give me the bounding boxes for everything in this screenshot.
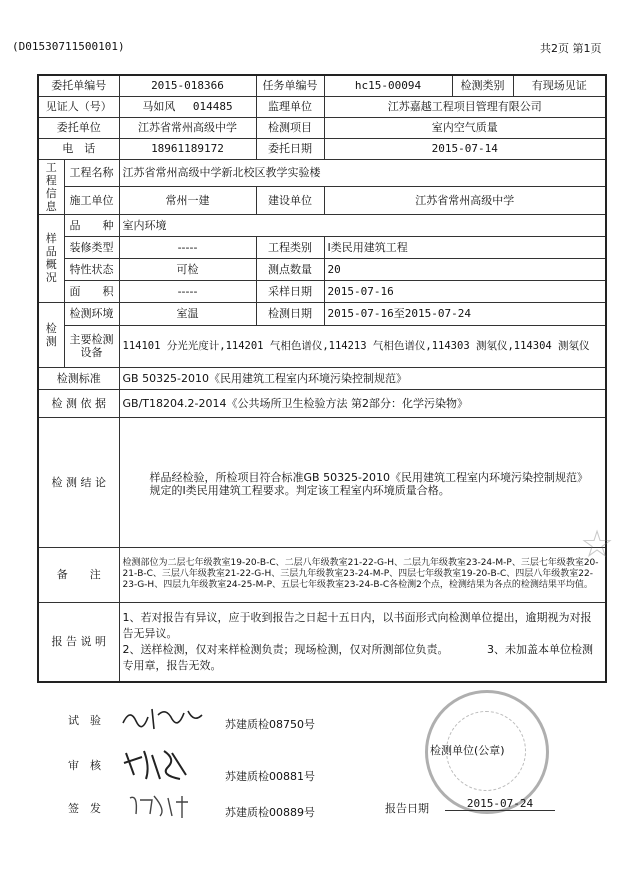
notice-label: 报 告 说 明 xyxy=(38,602,119,682)
test-type: 有现场见证 xyxy=(513,75,606,96)
witness-name: 马如风 xyxy=(142,100,176,113)
project-group-label: 工程信息 xyxy=(38,159,64,214)
entrust-date: 2015-07-14 xyxy=(324,138,606,159)
entrust-date-label: 委托日期 xyxy=(256,138,324,159)
period-label: 检测日期 xyxy=(256,302,324,325)
decoration-label: 装修类型 xyxy=(64,236,119,258)
notice: 1、若对报告有异议，应于收到报告之日起十五日内，以书面形式向检测单位提出，逾期视为对报告无异议。 2、送样检测，仅对来样检测负责；现场检测，仅对所测部位负责。 3、未加盖本单位检测专用章，报告无效。 xyxy=(119,602,606,682)
points-label: 测点数量 xyxy=(256,258,324,280)
page-info: 共2页 第1页 xyxy=(540,42,602,55)
remark: 检测部位为二层七年级教室19-20-B-C、二层八年级教室21-22-G-H、二层九年级教室23-24-M-P、三层七年级教室20-21-B-C、三层八年级教室21-22-G-H、三层九年级教室23-24-M-P、四层七年级教室19-20-B-C、四层八年级教室22-23-G-H、四层九年级教室24-25-M-P、五层七年级教室23-24-B-C各检测2个点，检测结果为各点的检测结果平均值。 xyxy=(119,547,606,602)
category-label: 工程类别 xyxy=(256,236,324,258)
supervisor: 江苏嘉越工程项目管理有限公司 xyxy=(324,96,606,117)
test-item-label: 检测项目 xyxy=(256,117,324,138)
area-label: 面 积 xyxy=(64,280,119,302)
task-no: hc15-00094 xyxy=(324,75,452,96)
test-group-label: 检测 xyxy=(38,302,64,367)
env-label: 检测环境 xyxy=(64,302,119,325)
reviewer-label: 审 核 xyxy=(68,759,101,772)
tester-no: 苏建质检08750号 xyxy=(225,718,315,731)
variety: 室内环境 xyxy=(119,214,606,236)
area: ----- xyxy=(119,280,256,302)
remark-label: 备 注 xyxy=(38,547,119,602)
phone: 18961189172 xyxy=(119,138,256,159)
issuer-signature xyxy=(126,792,196,820)
project-name: 江苏省常州高级中学新北校区教学实验楼 xyxy=(119,159,606,187)
entrust-no: 2015-018366 xyxy=(119,75,256,96)
task-no-label: 任务单编号 xyxy=(256,75,324,96)
supervisor-label: 监理单位 xyxy=(256,96,324,117)
tester-signature xyxy=(118,703,208,733)
witness-no: 014485 xyxy=(192,100,233,113)
report-date: 2015-07-24 xyxy=(445,797,555,811)
period: 2015-07-16至2015-07-24 xyxy=(324,302,606,325)
property: 可检 xyxy=(119,258,256,280)
star-seal-mark: ☆ xyxy=(580,522,615,566)
conclusion: 样品经检验，所检项目符合标准GB 50325-2010《民用建筑工程室内环境污染控制规范》规定的Ⅰ类民用建筑工程要求。判定该工程室内环境质量合格。 xyxy=(119,417,606,547)
reviewer-signature xyxy=(120,745,200,785)
construction-label: 施工单位 xyxy=(64,187,119,215)
points: 20 xyxy=(324,258,606,280)
decoration: ----- xyxy=(119,236,256,258)
report-table xyxy=(37,74,607,683)
construction: 常州一建 xyxy=(119,187,256,215)
issuer-no: 苏建质检00889号 xyxy=(225,806,315,819)
property-label: 特性状态 xyxy=(64,258,119,280)
witness-label: 见证人（号） xyxy=(38,96,119,117)
reviewer-no: 苏建质检00881号 xyxy=(225,770,315,783)
standard: GB 50325-2010《民用建筑工程室内环境污染控制规范》 xyxy=(119,367,606,389)
phone-label: 电 话 xyxy=(38,138,119,159)
project-name-label: 工程名称 xyxy=(64,159,119,187)
test-item: 室内空气质量 xyxy=(324,117,606,138)
builder: 江苏省常州高级中学 xyxy=(324,187,606,215)
standard-label: 检测标准 xyxy=(38,367,119,389)
basis-label: 检 测 依 据 xyxy=(38,389,119,417)
witness xyxy=(119,96,256,117)
report-id: (D01530711500101) xyxy=(12,40,125,53)
equipment: 114101 分光光度计,114201 气相色谱仪,114213 气相色谱仪,114303 测氡仪,114304 测氡仪 xyxy=(119,325,606,367)
sample-date-label: 采样日期 xyxy=(256,280,324,302)
equipment-label: 主要检测设备 xyxy=(64,325,119,367)
builder-label: 建设单位 xyxy=(256,187,324,215)
tester-label: 试 验 xyxy=(68,714,101,727)
report-date-label: 报告日期 xyxy=(385,802,429,815)
test-type-label: 检测类别 xyxy=(452,75,513,96)
env: 室温 xyxy=(119,302,256,325)
client-label: 委托单位 xyxy=(38,117,119,138)
sample-group-label: 样品概况 xyxy=(38,214,64,302)
basis: GB/T18204.2-2014《公共场所卫生检验方法 第2部分：化学污染物》 xyxy=(119,389,606,417)
issuer-label: 签 发 xyxy=(68,802,101,815)
unit-label: 检测单位(公章) xyxy=(430,744,505,757)
sample-date: 2015-07-16 xyxy=(324,280,606,302)
client: 江苏省常州高级中学 xyxy=(119,117,256,138)
conclusion-label: 检 测 结 论 xyxy=(38,417,119,547)
variety-label: 品 种 xyxy=(64,214,119,236)
entrust-no-label: 委托单编号 xyxy=(38,75,119,96)
category: Ⅰ类民用建筑工程 xyxy=(324,236,606,258)
